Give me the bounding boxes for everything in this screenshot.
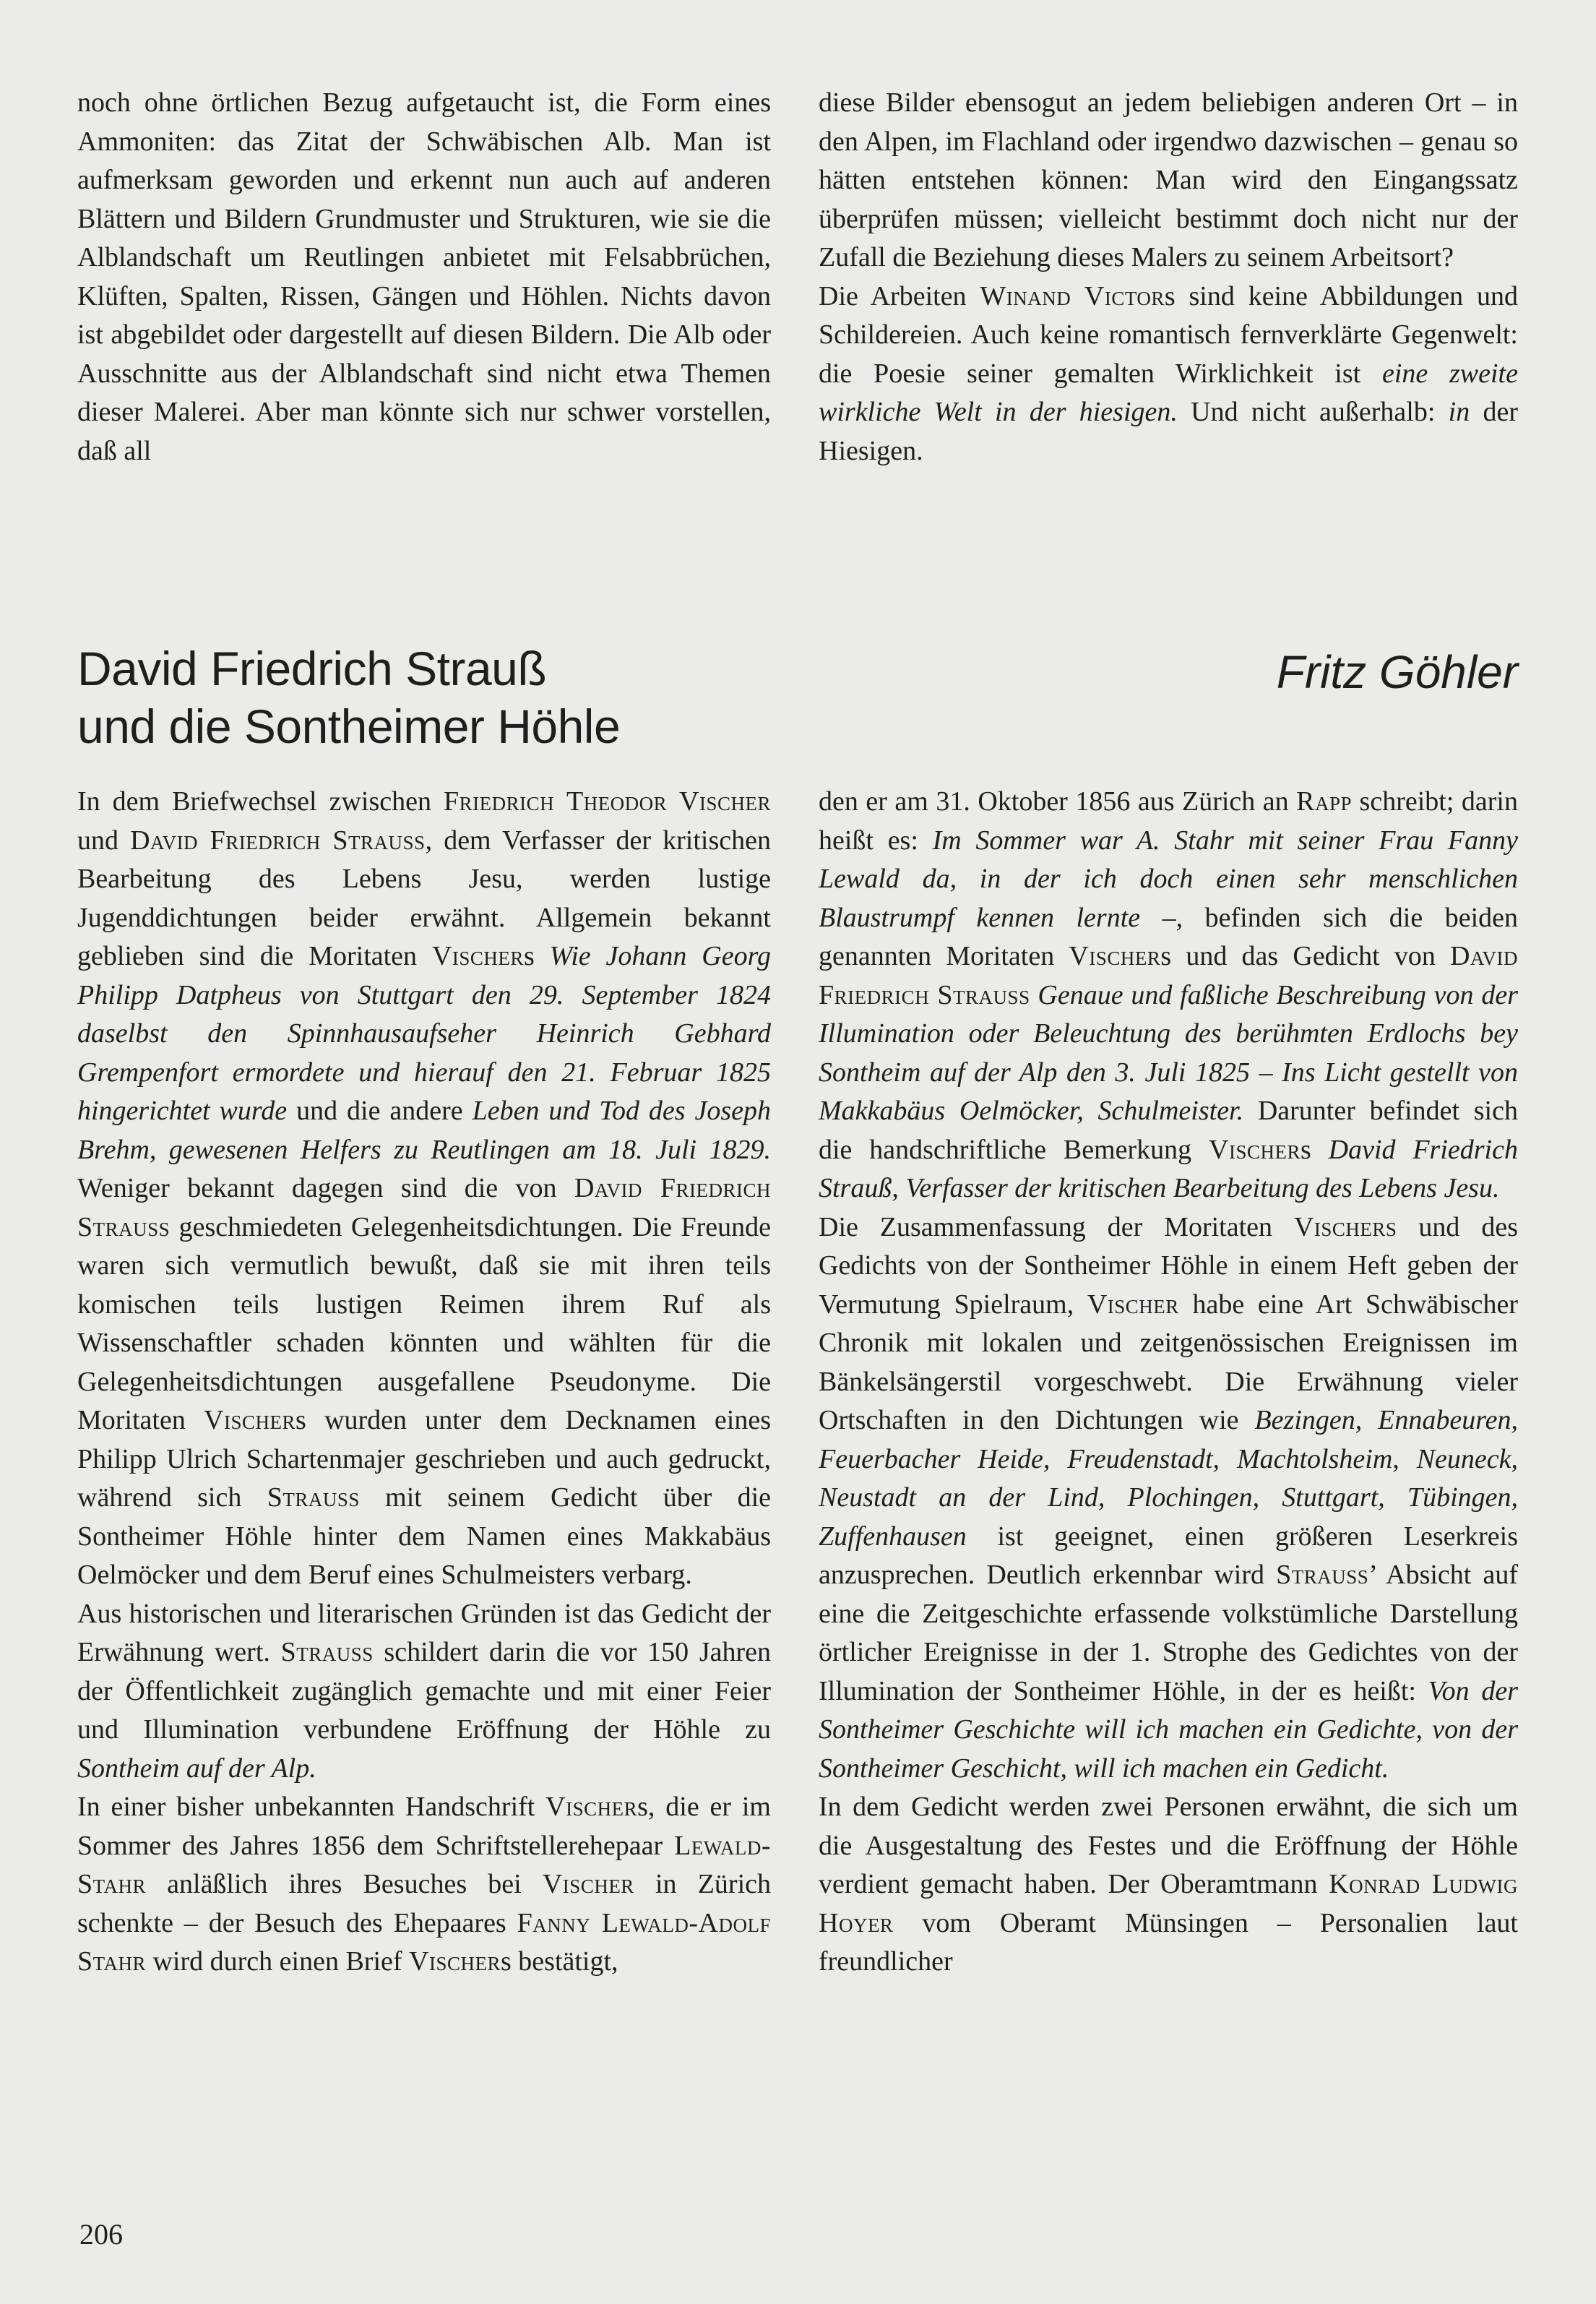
top-left-column: [77, 84, 771, 470]
paragraph: In einer bisher unbekannten Handschrift Vischers, die er im Sommer des Jahres 1856 dem Schriftstellerehepaar Lewald-Stahr anläßlich ihres Besuches bei Vischer in Zürich schenkte – der Besuch des Ehepaares Fanny Lewald-Adolf Stahr wird durch einen Brief Vischers bestätigt,: [77, 1792, 771, 1977]
person-name: Winand Victor: [980, 280, 1165, 311]
top-right-column: [819, 84, 1518, 470]
article-left-column: [77, 783, 771, 1982]
paragraph: Aus historischen und literarischen Gründen ist das Gedicht der Erwähnung wert. Strauss schildert darin die vor 150 Jahren der Öffentlichkeit zugänglich gemachte und mit einer Feier und Illumination verbundene Eröffnung der Höhle zu Sontheim auf der Alp.: [77, 1598, 771, 1784]
paragraph: Die Arbeiten Winand Victors sind keine Abbildungen und Schildereien. Auch keine romantisch fernverklärte Gegenwelt: die Poesie seiner gemalten Wirklichkeit ist eine zweite wirkliche Welt in der hiesigen. Und nicht außerhalb: in der Hiesigen.: [819, 280, 1518, 466]
paragraph: Die Zusammenfassung der Moritaten Vischers und des Gedichts von der Sontheimer Höhle in einem Heft geben der Vermutung Spielraum, Vischer habe eine Art Schwäbischer Chronik mit lokalen und zeitgenössischen Ereignissen im Bänkelsängerstil vorgeschwebt. Die Erwähnung vieler Ortschaften in den Dichtungen wie Bezingen, Ennabeuren, Feuerbacher Heide, Freudenstadt, Machtolsheim, Neuneck, Neustadt an der Lind, Plochingen, Stuttgart, Tübingen, Zuffenhausen ist geeignet, einen größeren Leserkreis anzusprechen. Deutlich erkennbar wird Strauss’ Absicht auf eine die Zeitgeschichte erfassende volkstümliche Darstellung örtlicher Ereignisse in der 1. Strophe des Gedichtes von der Illumination der Sontheimer Höhle, in der es heißt: Von der Sontheimer Geschichte will ich machen ein Gedichte, von der Sontheimer Geschicht, will ich machen ein Gedicht.: [819, 1211, 1519, 1784]
article-right-column: [819, 783, 1518, 1982]
quote: eine zweite wirkliche Welt in der hiesigen.: [819, 358, 1518, 427]
paragraph: den er am 31. Oktober 1856 aus Zürich an Rapp schreibt; darin heißt es: Im Sommer war A. Stahr mit seiner Frau Fanny Lewald da, in der ich doch einen sehr menschlichen Blaustrumpf kennen lernte –, befinden sich die beiden genannten Moritaten Vischers und das Gedicht von David Friedrich Strauss Genaue und faßliche Beschreibung von der Illumination oder Beleuchtung des berühmten Erdlochs bey Sontheim auf der Alp den 3. Juli 1825 – Ins Licht gestellt von Makkabäus Oelmöcker, Schulmeister. Darunter befindet sich die handschriftliche Bemerkung Vischers David Friedrich Strauß, Verfasser der kritischen Bearbeitung des Lebens Jesu.: [819, 786, 1519, 1203]
paragraph: diese Bilder ebensogut an jedem beliebigen anderen Ort – in den Alpen, im Flachland oder irgendwo dazwischen – genau so hätten entstehen können: Man wird den Eingangssatz überprüfen müssen; vielleicht bestimmt doch nicht nur der Zufall die Beziehung dieses Malers zu seinem Arbeitsort?: [819, 87, 1518, 272]
paragraph: In dem Gedicht werden zwei Personen erwähnt, die sich um die Ausgestaltung des Festes und die Eröffnung der Höhle verdient gemacht haben. Der Oberamtmann Konrad Ludwig Hoyer vom Oberamt Münsingen – Personalien laut freundlicher: [819, 1792, 1518, 1977]
article-title: David Friedrich Strauß und die Sontheimer Höhle: [77, 642, 621, 753]
author-name: Fritz Göhler: [1276, 646, 1518, 698]
paragraph: In dem Briefwechsel zwischen Friedrich Theodor Vischer und David Friedrich Strauss, dem Verfasser der kritischen Bearbeitung des Lebens Jesu, werden lustige Jugenddichtungen beider erwähnt. Allgemein bekannt geblieben sind die Moritaten Vischers Wie Johann Georg Philipp Datpheus von Stuttgart den 29. September 1824 daselbst den Spinnhausaufseher Heinrich Gebhard Grempenfort ermordete und hierauf den 21. Februar 1825 hingerichtet wurde und die andere Leben und Tod des Joseph Brehm, gewesenen Helfers zu Reutlingen am 18. Juli 1829. Weniger bekannt dagegen sind die von David Friedrich Strauss geschmiedeten Gelegenheitsdichtungen. Die Freunde waren sich vermutlich bewußt, daß sie mit ihren teils komischen teils lustigen Reimen ihrem Ruf als Wissenschaftler schaden könnten und wählten für die Gelegenheitsdichtungen ausgefallene Pseudonyme. Die Moritaten Vischers wurden unter dem Decknamen eines Philipp Ulrich Schartenmajer geschrieben und auch gedruckt, während sich Strauss mit seinem Gedicht über die Sontheimer Höhle hinter dem Namen eines Makkabäus Oelmöcker und dem Beruf eines Schulmeisters verbarg.: [77, 786, 772, 1590]
paragraph: noch ohne örtlichen Bezug aufgetaucht ist, die Form eines Ammoniten: das Zitat der Schwäbischen Alb. Man ist aufmerksam geworden und erkennt nun auch auf anderen Blättern und Bildern Grundmuster und Strukturen, wie sie die Alblandschaft um Reutlingen anbietet mit Felsabbrüchen, Klüften, Spalten, Rissen, Gängen und Höhlen. Nichts davon ist abgebildet oder dargestellt auf diesen Bildern. Die Alb oder Ausschnitte aus der Alblandschaft sind nicht etwa Themen dieser Malerei. Aber man könnte sich nur schwer vorstellen, daß all: [77, 87, 771, 466]
page-number: 206: [79, 2218, 123, 2251]
